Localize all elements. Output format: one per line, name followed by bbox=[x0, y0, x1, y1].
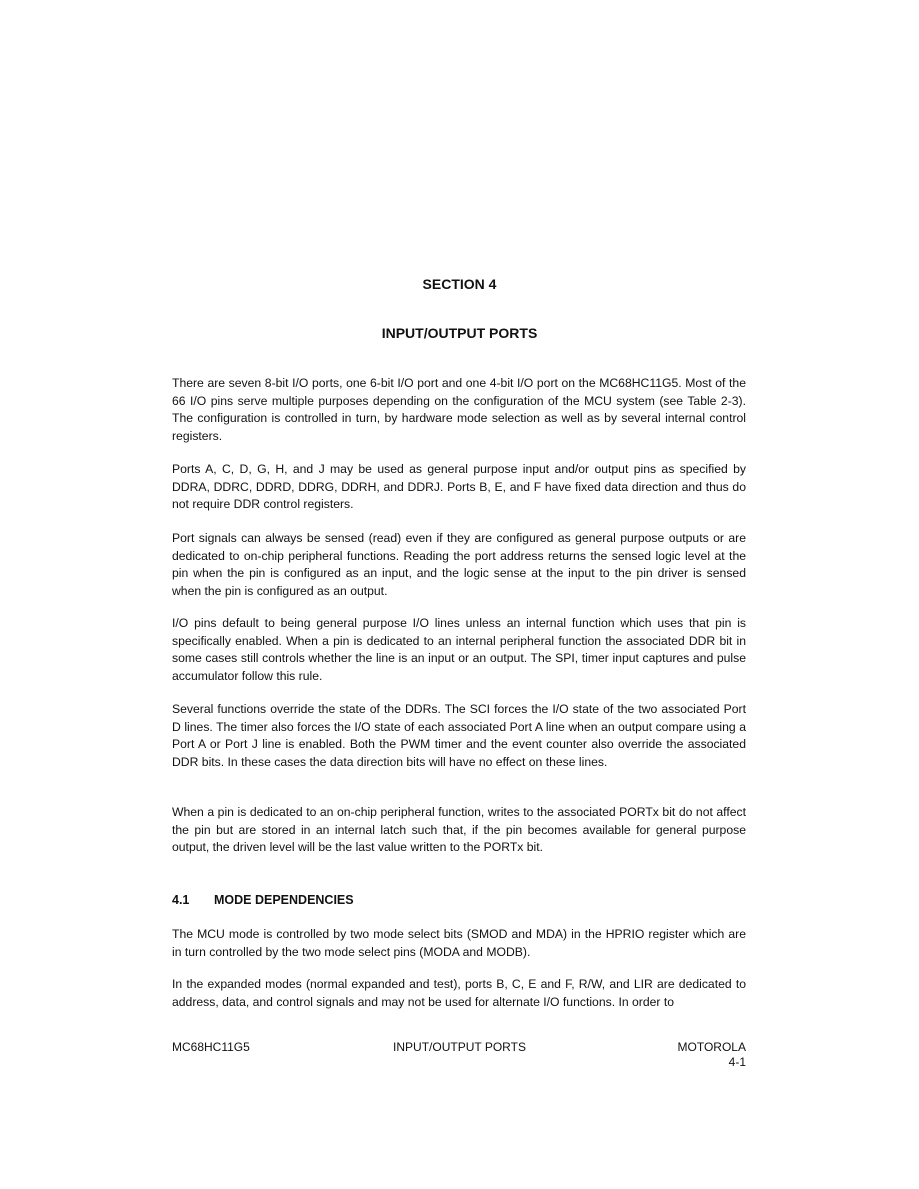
paragraph-port-signals: Port signals can always be sensed (read) even if they are configured as general purpose outputs or are dedicated to on-chip peripheral functions. Reading the port address returns the sensed logic level at the pin when the pin is configured as an input, and the logic sense at the input to the pin driver is sensed when the pin is configured as an output. bbox=[172, 531, 746, 598]
footer-company: MOTOROLA bbox=[677, 1040, 746, 1054]
footer-right bbox=[678, 1040, 746, 1070]
footer-part-number: MC68HC11G5 bbox=[172, 1040, 250, 1054]
section-number: SECTION 4 bbox=[422, 276, 497, 292]
paragraph-io-defaults: I/O pins default to being general purpose I/O lines unless an internal function which uses that pin is specifically enabled. When a pin is dedicated to an internal peripheral function the associated DDR bit in some cases still controls whether the line is an input or an output. The SPI, timer input captures and pulse accumulator follow this rule. bbox=[172, 616, 746, 683]
paragraph-expanded-modes: In the expanded modes (normal expanded and test), ports B, C, E and F, R/W, and LIR are dedicated to address, data, and control signals and may not be used for alternate I/O functions. In order to bbox=[172, 977, 746, 1009]
paragraph-ddr: Ports A, C, D, G, H, and J may be used as general purpose input and/or output pins as specified by DDRA, DDRC, DDRD, DDRG, DDRH, and DDRJ. Ports B, E, and F have fixed data direction and thus do not require DDR control registers. bbox=[172, 462, 746, 512]
subsection-number: 4.1 bbox=[172, 893, 190, 907]
section-title: INPUT/OUTPUT PORTS bbox=[381, 325, 538, 341]
footer-section-title: INPUT/OUTPUT PORTS bbox=[393, 1040, 526, 1054]
page-number: 4-1 bbox=[728, 1055, 746, 1069]
subsection-title: MODE DEPENDENCIES bbox=[214, 893, 354, 907]
subsection-heading bbox=[172, 893, 354, 907]
paragraph-portx-writes: When a pin is dedicated to an on-chip peripheral function, writes to the associated PORTx bit do not affect the pin but are stored in an internal latch such that, if the pin becomes available for general purpose output, the driven level will be the last value written to the PORTx bit. bbox=[172, 805, 746, 855]
paragraph-ddr-override: Several functions override the state of the DDRs. The SCI forces the I/O state of the two associated Port D lines. The timer also forces the I/O state of each associated Port A line when an output compare using a Port A or Port J line is enabled. Both the PWM timer and the event counter also override the associated DDR bits. In these cases the data direction bits will have no effect on these lines. bbox=[172, 702, 746, 769]
paragraph-intro: There are seven 8-bit I/O ports, one 6-bit I/O port and one 4-bit I/O port on the MC68HC11G5. Most of the 66 I/O pins serve multiple purposes depending on the configuration of the MCU system (see Table 2-3). The configuration is controlled in turn, by hardware mode selection as well as by several internal control registers. bbox=[172, 376, 746, 443]
paragraph-mode-control: The MCU mode is controlled by two mode select bits (SMOD and MDA) in the HPRIO register which are in turn controlled by the two mode select pins (MODA and MODB). bbox=[172, 927, 746, 959]
